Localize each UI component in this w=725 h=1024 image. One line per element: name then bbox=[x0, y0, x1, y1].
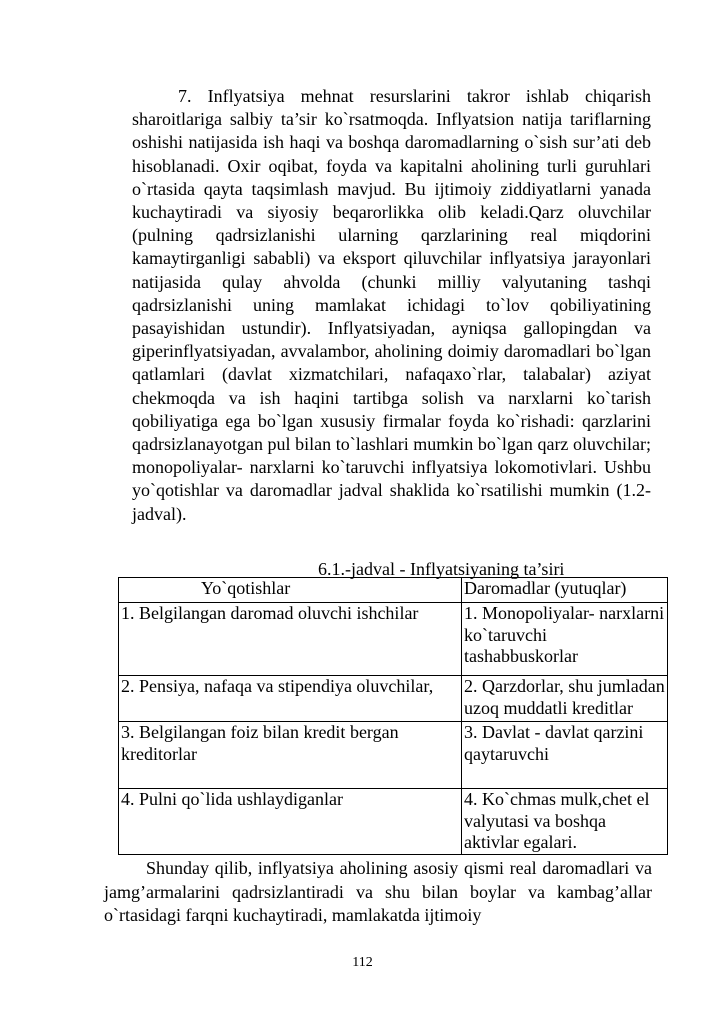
losses-cell: 2. Pensiya, nafaqa va stipendiya oluvchilar, bbox=[119, 676, 462, 722]
page-number: 112 bbox=[352, 955, 373, 970]
table-row bbox=[119, 789, 668, 855]
header-gains: Daromadlar (yutuqlar) bbox=[462, 578, 668, 603]
table-row bbox=[119, 603, 668, 676]
table-caption: 6.1.-jadval - Inflyatsiyaning ta’siri bbox=[318, 559, 565, 579]
table-row bbox=[119, 676, 668, 722]
paragraph-2-text: Shunday qilib, inflyatsiya aholining asosiy qismi real daromadlari va jamg’armalarini qadrsizlantiradi va shu bilan boylar va kambag’allar o`rtasidagi farqni kuchaytiradi, mamlakatda ijtimoiy bbox=[104, 858, 652, 925]
header-losses: Yo`qotishlar bbox=[119, 578, 462, 603]
gains-cell: 4. Ko`chmas mulk,chet el valyutasi va boshqa aktivlar egalari. bbox=[462, 789, 668, 855]
body-paragraph-2 bbox=[104, 857, 652, 928]
losses-cell: 4. Pulni qo`lida ushlaydiganlar bbox=[119, 789, 462, 855]
gains-cell: 2. Qarzdorlar, shu jumladan uzoq muddatli kreditlar bbox=[462, 676, 668, 722]
losses-cell: 1. Belgilangan daromad oluvchi ishchilar bbox=[119, 603, 462, 676]
paragraph-1-text: 7. Inflyatsiya mehnat resurslarini takror ishlab chiqarish sharoitlariga salbiy ta’sir ko`rsatmoqda. Inflyatsion natija tariflarning oshishi natijasida ish haqi va boshqa daromadlarning o`sish sur’ati deb hisoblanadi. Oxir oqibat, foyda va kapitalni aholining turli guruhlari o`rtasida qayta taqsimlash mavjud. Bu ijtimoiy ziddiyatlarni yanada kuchaytiradi va siyosiy beqarorlikka olib keladi.Qarz oluvchilar (pulning qadrsizlanishi ularning qarzlarining real miqdorini kamaytirganligi sababli) va eksport qiluvchilar inflyatsiya jarayonlari natijasida qulay ahvolda (chunki milliy valyutaning tashqi qadrsizlanishi uning mamlakat ichidagi to`lov qobiliyatining pasayishidan ustundir). Inflyatsiyadan, ayniqsa gallopingdan va giperinflyatsiyadan, avvalambor, aholining doimiy daromadlari bo`lgan qatlamlari (davlat xizmatchilari, nafaqaxo`rlar, talabalar) aziyat chekmoqda va ish haqini tartibga solish va narxlarni ko`tarish qobiliyatiga ega bo`lgan xususiy firmalar foyda ko`rishadi: qarzlarini qadrsizlanayotgan pul bilan to`lashlari mumkin bo`lgan qarz oluvchilar; monopoliyalar- narxlarni ko`taruvchi inflyatsiya lokomotivlari. Ushbu yo`qotishlar va daromadlar jadval shaklida ko`rsatilishi mumkin (1.2-jadval). bbox=[132, 86, 651, 524]
body-paragraph-1 bbox=[132, 85, 651, 526]
gains-cell: 3. Davlat - davlat qarzini qaytaruvchi bbox=[462, 722, 668, 789]
inflation-effects-table bbox=[118, 577, 668, 855]
table-row bbox=[119, 722, 668, 789]
table-header-row bbox=[119, 578, 668, 603]
losses-cell: 3. Belgilangan foiz bilan kredit bergan kreditorlar bbox=[119, 722, 462, 789]
gains-cell: 1. Monopoliyalar- narxlarni ko`taruvchi tashabbuskorlar bbox=[462, 603, 668, 676]
